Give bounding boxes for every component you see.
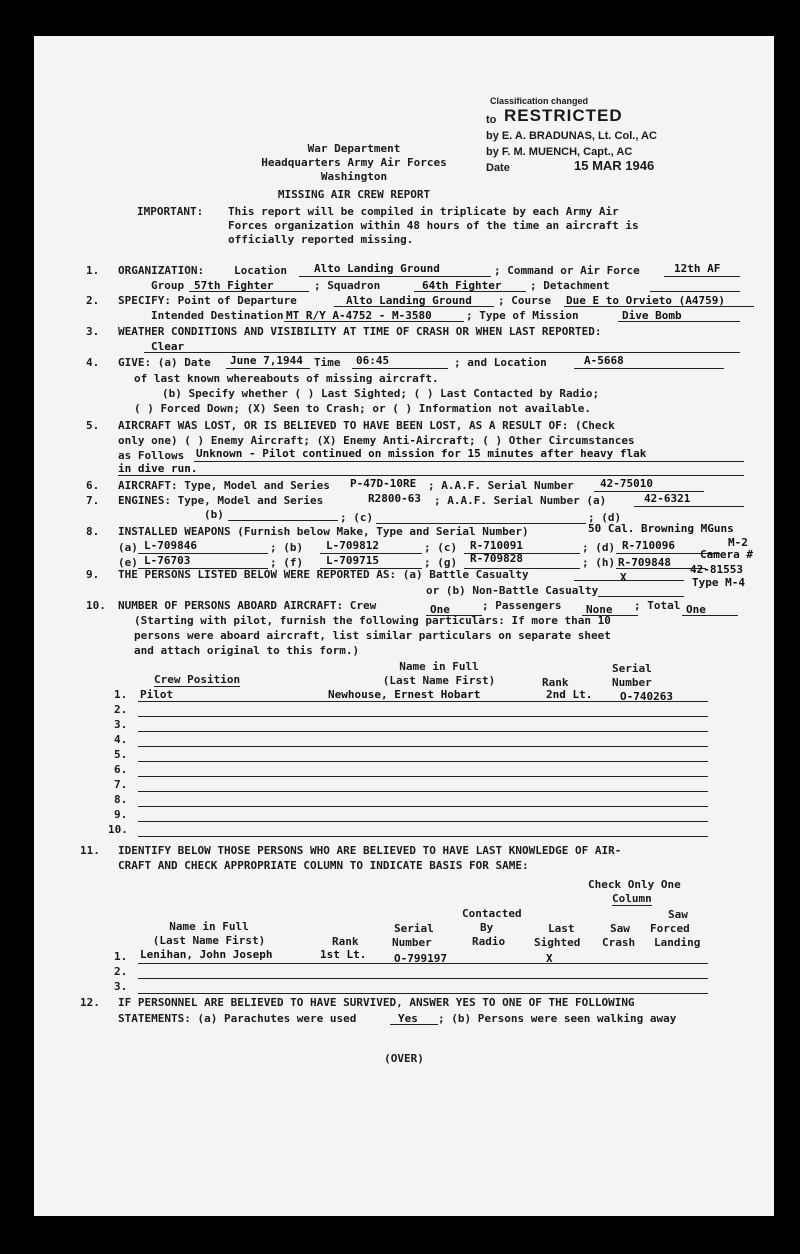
q1-location-line	[299, 276, 491, 277]
q12-number: 12.	[80, 996, 100, 1009]
q10-line-4: and attach original to this form.)	[134, 644, 360, 657]
q2-course-line	[564, 306, 754, 307]
q10-col-name-2: (Last Name First)	[382, 674, 496, 687]
header-line-3: Washington	[320, 170, 388, 183]
q9-nonbattle-line	[598, 596, 684, 597]
q5-number: 5.	[86, 419, 100, 432]
q8-h-value: R-709848	[618, 556, 671, 569]
q2-mission-value: Dive Bomb	[622, 309, 682, 322]
q2-departure-value: Alto Landing Ground	[346, 294, 472, 307]
witness-row-serial: O-799197	[394, 952, 447, 965]
q8-type-note: M-2	[728, 536, 748, 549]
q5-line-4-value: in dive run.	[118, 462, 198, 475]
q11-col-contacted-3: Radio	[472, 935, 506, 948]
q4-label: GIVE: (a) Date	[118, 356, 211, 369]
q10-passengers-value: None	[586, 603, 613, 616]
q8-b-value: L-709812	[326, 539, 379, 552]
q4-line-4: ( ) Forced Down; (X) Seen to Crash; or ( ) Information not available.	[134, 402, 591, 415]
q8-b-label: ; (b)	[270, 541, 304, 554]
q11-col-forced-3: Landing	[654, 936, 701, 949]
crew-row-line	[138, 701, 708, 702]
q3-weather-value: Clear	[151, 340, 185, 353]
q6-label: AIRCRAFT: Type, Model and Series	[118, 479, 330, 492]
q11-col-last-2: Sighted	[534, 936, 581, 949]
q1-command-label: ; Command or Air Force	[494, 264, 640, 277]
q11-col-forced-1: Saw	[668, 908, 688, 921]
q9-battle-line	[574, 580, 684, 581]
q10-col-name-1: Name in Full	[399, 660, 479, 673]
witness-row-rank: 1st Lt.	[320, 948, 367, 961]
witness-row-line	[138, 963, 708, 964]
q7-d-label: ; (d)	[588, 511, 622, 524]
q1-squadron-line	[414, 291, 526, 292]
q7-serial-a-value: 42-6321	[644, 492, 691, 505]
q4-date-value: June 7,1944	[230, 354, 303, 367]
crew-row-line	[138, 821, 708, 822]
header-line-1: War Department	[307, 142, 401, 155]
q8-weapons-value: 50 Cal. Browning MGuns	[588, 522, 734, 535]
q2-mission-line	[618, 321, 740, 322]
q7-serial-a-line	[634, 506, 744, 507]
q11-col-name-1: Name in Full	[169, 920, 249, 933]
witness-row-number: 3.	[114, 980, 128, 993]
q9-line-2: or (b) Non-Battle Casualty	[426, 584, 599, 597]
witness-row-number: 2.	[114, 965, 128, 978]
q8-c-label: ; (c)	[424, 541, 458, 554]
q1-number: 1.	[86, 264, 100, 277]
q7-c-line	[376, 523, 586, 524]
q3-weather-line	[144, 352, 740, 353]
q4-line-2: of last known whereabouts of missing aircraft.	[134, 372, 439, 385]
q4-location-line	[574, 368, 724, 369]
crew-row-number: 2.	[114, 703, 128, 716]
witness-row-line	[138, 978, 708, 979]
q2-mission-label: ; Type of Mission	[466, 309, 579, 322]
q11-col-last-1: Last	[548, 922, 575, 935]
q2-label: SPECIFY: Point of Departure	[118, 294, 297, 307]
q7-serial-label: ; A.A.F. Serial Number (a)	[434, 494, 607, 507]
q7-b-line	[228, 520, 338, 521]
crew-row-number: 10.	[108, 823, 128, 836]
q4-line-3: (b) Specify whether ( ) Last Sighted; ( ) Last Contacted by Radio;	[162, 387, 600, 400]
crew-row-number: 3.	[114, 718, 128, 731]
q11-col-contacted-1: Contacted	[462, 907, 522, 920]
q1-squadron-label: ; Squadron	[314, 279, 381, 292]
q1-group-label: Group	[151, 279, 185, 292]
footer-over: (OVER)	[384, 1052, 424, 1065]
q10-total-line	[682, 615, 738, 616]
q8-camera-type: Type M-4	[692, 576, 745, 589]
q6-type-value: P-47D-10RE	[350, 477, 417, 490]
q2-destination-label: Intended Destination	[151, 309, 284, 322]
q1-detachment-label: ; Detachment	[530, 279, 610, 292]
q12-yes-value: Yes	[398, 1012, 418, 1025]
crew-row-position: Pilot	[140, 688, 174, 701]
crew-row-number: 5.	[114, 748, 128, 761]
stamp-date-label: Date	[486, 162, 510, 174]
q7-b-label: (b)	[204, 508, 224, 521]
q8-c-value: R-710091	[470, 539, 523, 552]
q11-check-2: Column	[612, 892, 652, 905]
q7-number: 7.	[86, 494, 100, 507]
q2-course-label: ; Course	[498, 294, 551, 307]
q5-line-3-label: as Follows	[118, 449, 185, 462]
stamp-by-1: by E. A. BRADUNAS, Lt. Col., AC	[486, 130, 657, 142]
q7-type-value: R2800-63	[368, 492, 421, 505]
q11-line-2: CRAFT AND CHECK APPROPRIATE COLUMN TO INDICATE BASIS FOR SAME:	[118, 859, 529, 872]
q8-g-value: R-709828	[470, 552, 523, 565]
q10-total-label: ; Total	[634, 599, 681, 612]
witness-row-mark: X	[546, 952, 553, 965]
q8-e-label: (e)	[118, 556, 138, 569]
witness-row-number: 1.	[114, 950, 128, 963]
q8-g-label: ; (g)	[424, 556, 458, 569]
q1-group-value: 57th Fighter	[194, 279, 274, 292]
stamp-by-2: by F. M. MUENCH, Capt., AC	[486, 146, 633, 158]
q9-mark: X	[620, 571, 627, 584]
q1-label: ORGANIZATION:	[118, 264, 205, 277]
crew-row-line	[138, 746, 708, 747]
q12-yes-line	[390, 1024, 438, 1025]
crew-row-rank: 2nd Lt.	[546, 688, 593, 701]
q2-departure-line	[334, 306, 494, 307]
q10-col-serial-1: Serial	[612, 662, 652, 675]
q8-f-value: L-709715	[326, 554, 379, 567]
header-line-2: Headquarters Army Air Forces	[261, 156, 447, 169]
q4-time-line	[352, 368, 448, 369]
q11-col-contacted-2: By	[480, 921, 494, 934]
stamp-date: 15 MAR 1946	[574, 158, 655, 173]
q12-line-2a: STATEMENTS: (a) Parachutes were used	[118, 1012, 357, 1025]
q10-line-2: (Starting with pilot, furnish the following particulars: If more than 10	[134, 614, 611, 627]
q4-time-label: Time	[314, 356, 341, 369]
q10-passengers-label: ; Passengers	[482, 599, 562, 612]
q1-location-value: Alto Landing Ground	[314, 262, 440, 275]
q8-label: INSTALLED WEAPONS (Furnish below Make, Type and Serial Number)	[118, 525, 529, 538]
q10-col-rank: Rank	[542, 676, 569, 689]
witness-row-line	[138, 993, 708, 994]
stamp-classification: RESTRICTED	[504, 106, 623, 125]
q8-a-value: L-709846	[144, 539, 197, 552]
crew-row-number: 4.	[114, 733, 128, 746]
q4-location-label: ; and Location	[454, 356, 547, 369]
q8-camera-value: 42-81553	[690, 563, 743, 576]
q11-col-serial-2: Number	[392, 936, 432, 949]
q2-destination-line	[284, 321, 464, 322]
q11-number: 11.	[80, 844, 100, 857]
crew-row-line	[138, 716, 708, 717]
q10-number: 10.	[86, 599, 106, 612]
crew-row-line	[138, 761, 708, 762]
crew-row-number: 7.	[114, 778, 128, 791]
q8-d-label: ; (d)	[582, 541, 616, 554]
crew-row-name: Newhouse, Ernest Hobart	[328, 688, 481, 701]
q11-line-1: IDENTIFY BELOW THOSE PERSONS WHO ARE BELIEVED TO HAVE LAST KNOWLEDGE OF AIR-	[118, 844, 622, 857]
q11-col-forced-2: Forced	[650, 922, 690, 935]
q11-col-rank: Rank	[332, 935, 359, 948]
q5-line-3-value: Unknown - Pilot continued on mission for 15 minutes after heavy flak	[196, 447, 647, 460]
q2-number: 2.	[86, 294, 100, 307]
q2-destination-value: MT R/Y A-4752 - M-3580	[286, 309, 432, 322]
q10-col-position: Crew Position	[154, 673, 241, 686]
witness-row-name: Lenihan, John Joseph	[140, 948, 273, 961]
q10-label: NUMBER OF PERSONS ABOARD AIRCRAFT: Crew	[118, 599, 377, 612]
q6-serial-value: 42-75010	[600, 477, 653, 490]
q10-crew-value: One	[430, 603, 450, 616]
q2-course-value: Due E to Orvieto (A4759)	[566, 294, 725, 307]
important-line-2: Forces organization within 48 hours of the time an aircraft is	[228, 219, 639, 232]
q10-total-value: One	[686, 603, 706, 616]
q1-squadron-value: 64th Fighter	[422, 279, 502, 292]
important-line-3: officially reported missing.	[228, 233, 414, 246]
q1-detachment-line	[650, 291, 740, 292]
report-page	[34, 36, 774, 1216]
crew-row-line	[138, 776, 708, 777]
q11-col-serial-1: Serial	[394, 922, 434, 935]
crew-row-line	[138, 806, 708, 807]
q6-number: 6.	[86, 479, 100, 492]
q4-number: 4.	[86, 356, 100, 369]
q12-line-2b: ; (b) Persons were seen walking away	[438, 1012, 677, 1025]
q11-col-saw-1: Saw	[610, 922, 630, 935]
crew-row-number: 6.	[114, 763, 128, 776]
q10-line-3: persons were aboard aircraft, list similar particulars on separate sheet	[134, 629, 611, 642]
q4-date-line	[226, 368, 310, 369]
important-label: IMPORTANT:	[137, 205, 204, 218]
q8-number: 8.	[86, 525, 100, 538]
q12-line-1: IF PERSONNEL ARE BELIEVED TO HAVE SURVIVED, ANSWER YES TO ONE OF THE FOLLOWING	[118, 996, 635, 1009]
q8-camera-label: Camera #	[700, 548, 753, 561]
important-line-1: This report will be compiled in triplicate by each Army Air	[228, 205, 619, 218]
q5-line-3-line	[194, 461, 744, 462]
q3-label: WEATHER CONDITIONS AND VISIBILITY AT TIME OF CRASH OR WHEN LAST REPORTED:	[118, 325, 602, 338]
q11-col-name-2: (Last Name First)	[152, 934, 266, 947]
crew-row-line	[138, 836, 708, 837]
crew-row-line	[138, 731, 708, 732]
q8-f-label: ; (f)	[270, 556, 304, 569]
q8-d-value: R-710096	[622, 539, 675, 552]
q4-time-value: 06:45	[356, 354, 390, 367]
q1-command-line	[664, 276, 740, 277]
q9-number: 9.	[86, 568, 100, 581]
q8-a-label: (a)	[118, 541, 138, 554]
q1-command-value: 12th AF	[674, 262, 721, 275]
q11-check-1: Check Only One	[588, 878, 681, 891]
crew-row-number: 1.	[114, 688, 128, 701]
q9-line-1: THE PERSONS LISTED BELOW WERE REPORTED AS: (a) Battle Casualty	[118, 568, 529, 581]
q3-number: 3.	[86, 325, 100, 338]
crew-row-number: 8.	[114, 793, 128, 806]
q7-c-label: ; (c)	[340, 511, 374, 524]
q8-h-label: ; (h)	[582, 556, 616, 569]
stamp-header: Classification changed	[490, 96, 589, 106]
q7-label: ENGINES: Type, Model and Series	[118, 494, 324, 507]
crew-row-number: 9.	[114, 808, 128, 821]
q4-location-value: A-5668	[584, 354, 624, 367]
q5-line-1: AIRCRAFT WAS LOST, OR IS BELIEVED TO HAVE BEEN LOST, AS A RESULT OF: (Check	[118, 419, 615, 432]
q1-location-label: Location	[234, 264, 287, 277]
q6-serial-label: ; A.A.F. Serial Number	[428, 479, 574, 492]
q11-col-saw-2: Crash	[602, 936, 636, 949]
q5-line-4-line	[118, 475, 744, 476]
q10-col-serial-2: Number	[612, 676, 652, 689]
q8-e-value: L-76703	[144, 554, 191, 567]
report-title: MISSING AIR CREW REPORT	[277, 188, 431, 201]
q1-group-line	[189, 291, 309, 292]
stamp-to-label: to	[486, 114, 497, 126]
q5-line-2: only one) ( ) Enemy Aircraft; (X) Enemy Anti-Aircraft; ( ) Other Circumstances	[118, 434, 635, 447]
crew-row-line	[138, 791, 708, 792]
crew-row-serial: O-740263	[620, 690, 673, 703]
